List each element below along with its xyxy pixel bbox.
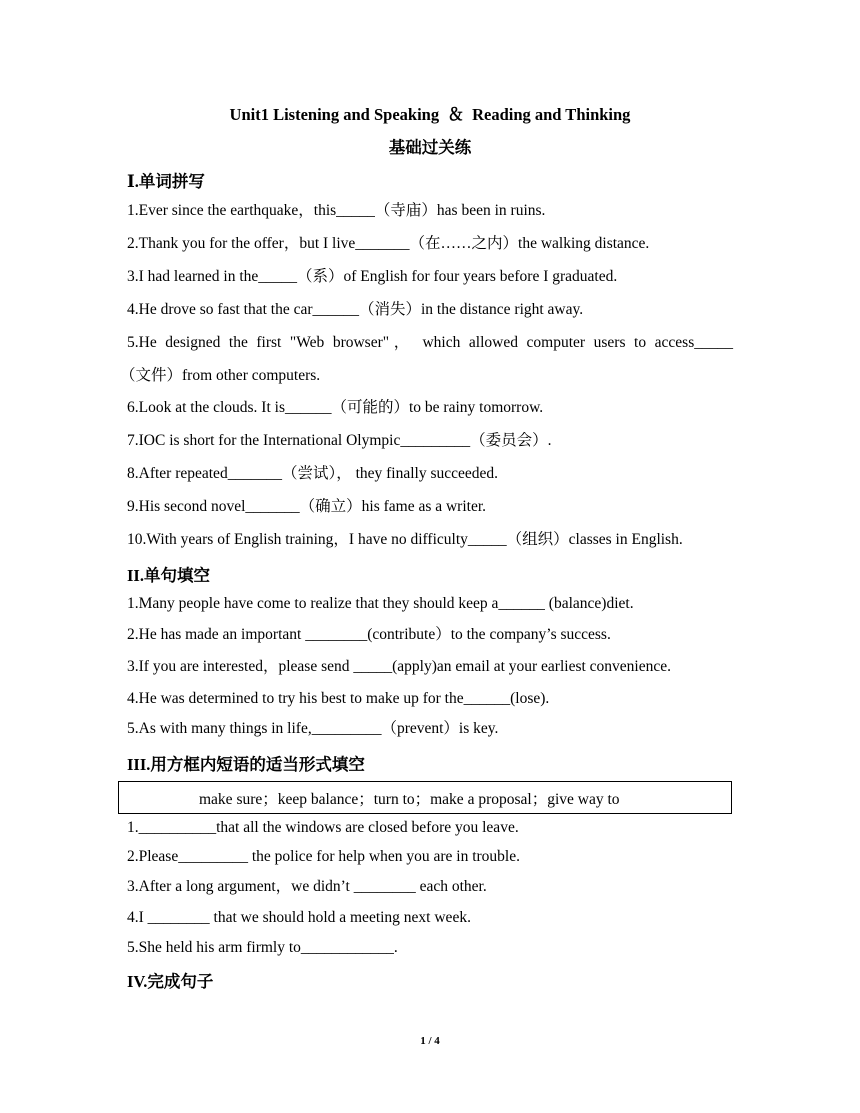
exercise-item: 9.His second novel_______（确立）his fame as a writer. <box>127 498 487 515</box>
phrase-box <box>118 781 732 814</box>
exercise-item: 10.With years of English training，I have no difficulty_____（组织）classes in English. <box>127 531 683 548</box>
exercise-item: 4.He was determined to try his best to make up for the______(lose). <box>127 690 550 707</box>
exercise-item: 2.Please_________ the police for help when you are in trouble. <box>127 848 520 865</box>
exercise-item: 5.She held his arm firmly to____________. <box>127 939 398 956</box>
document-title: Unit1 Listening and Speaking ＆ Reading and Thinking <box>229 105 631 124</box>
exercise-item: 3.I had learned in the_____（系）of English for four years before I graduated. <box>127 268 618 285</box>
exercise-item-continuation: （文件）from other computers. <box>120 367 321 384</box>
exercise-item: 1.__________that all the windows are closed before you leave. <box>127 819 519 836</box>
section-heading-word-spelling: Ⅰ.单词拼写 <box>127 172 205 191</box>
exercise-item: 1.Many people have come to realize that they should keep a______ (balance)diet. <box>127 595 634 612</box>
exercise-item: 2.Thank you for the offer，but I live_______（在……之内）the walking distance. <box>127 235 650 252</box>
exercise-item: 1.Ever since the earthquake，this_____（寺庙）has been in ruins. <box>127 202 546 219</box>
exercise-item: 5.He designed the first "Web browser"， which allowed computer users to access_____ <box>127 334 733 351</box>
exercise-item: 4.I ________ that we should hold a meeting next week. <box>127 909 471 926</box>
exercise-item: 5.As with many things in life,_________（prevent）is key. <box>127 720 499 737</box>
exercise-item: 8.After repeated_______（尝试）， they finally succeeded. <box>127 465 499 482</box>
section-heading-sentence-fill: II.单句填空 <box>127 566 210 585</box>
exercise-item: 3.After a long argument，we didn’t ________ each other. <box>127 878 487 895</box>
document-subtitle: 基础过关练 <box>388 138 472 157</box>
exercise-item: 2.He has made an important ________(contribute）to the company’s success. <box>127 626 611 643</box>
section-heading-phrase-fill: III.用方框内短语的适当形式填空 <box>127 755 365 774</box>
exercise-item: 4.He drove so fast that the car______（消失）in the distance right away. <box>127 301 584 318</box>
phrase-list: make sure；keep balance；turn to；make a proposal；give way to <box>199 791 620 808</box>
exercise-item: 6.Look at the clouds. It is______（可能的）to be rainy tomorrow. <box>127 399 544 416</box>
page-number: 1 / 4 <box>420 1035 440 1047</box>
exercise-item: 7.IOC is short for the International Olympic_________（委员会）. <box>127 432 552 449</box>
section-heading-complete-sentences: IV.完成句子 <box>127 972 214 991</box>
exercise-item: 3.If you are interested，please send _____(apply)an email at your earliest convenience. <box>127 658 672 675</box>
